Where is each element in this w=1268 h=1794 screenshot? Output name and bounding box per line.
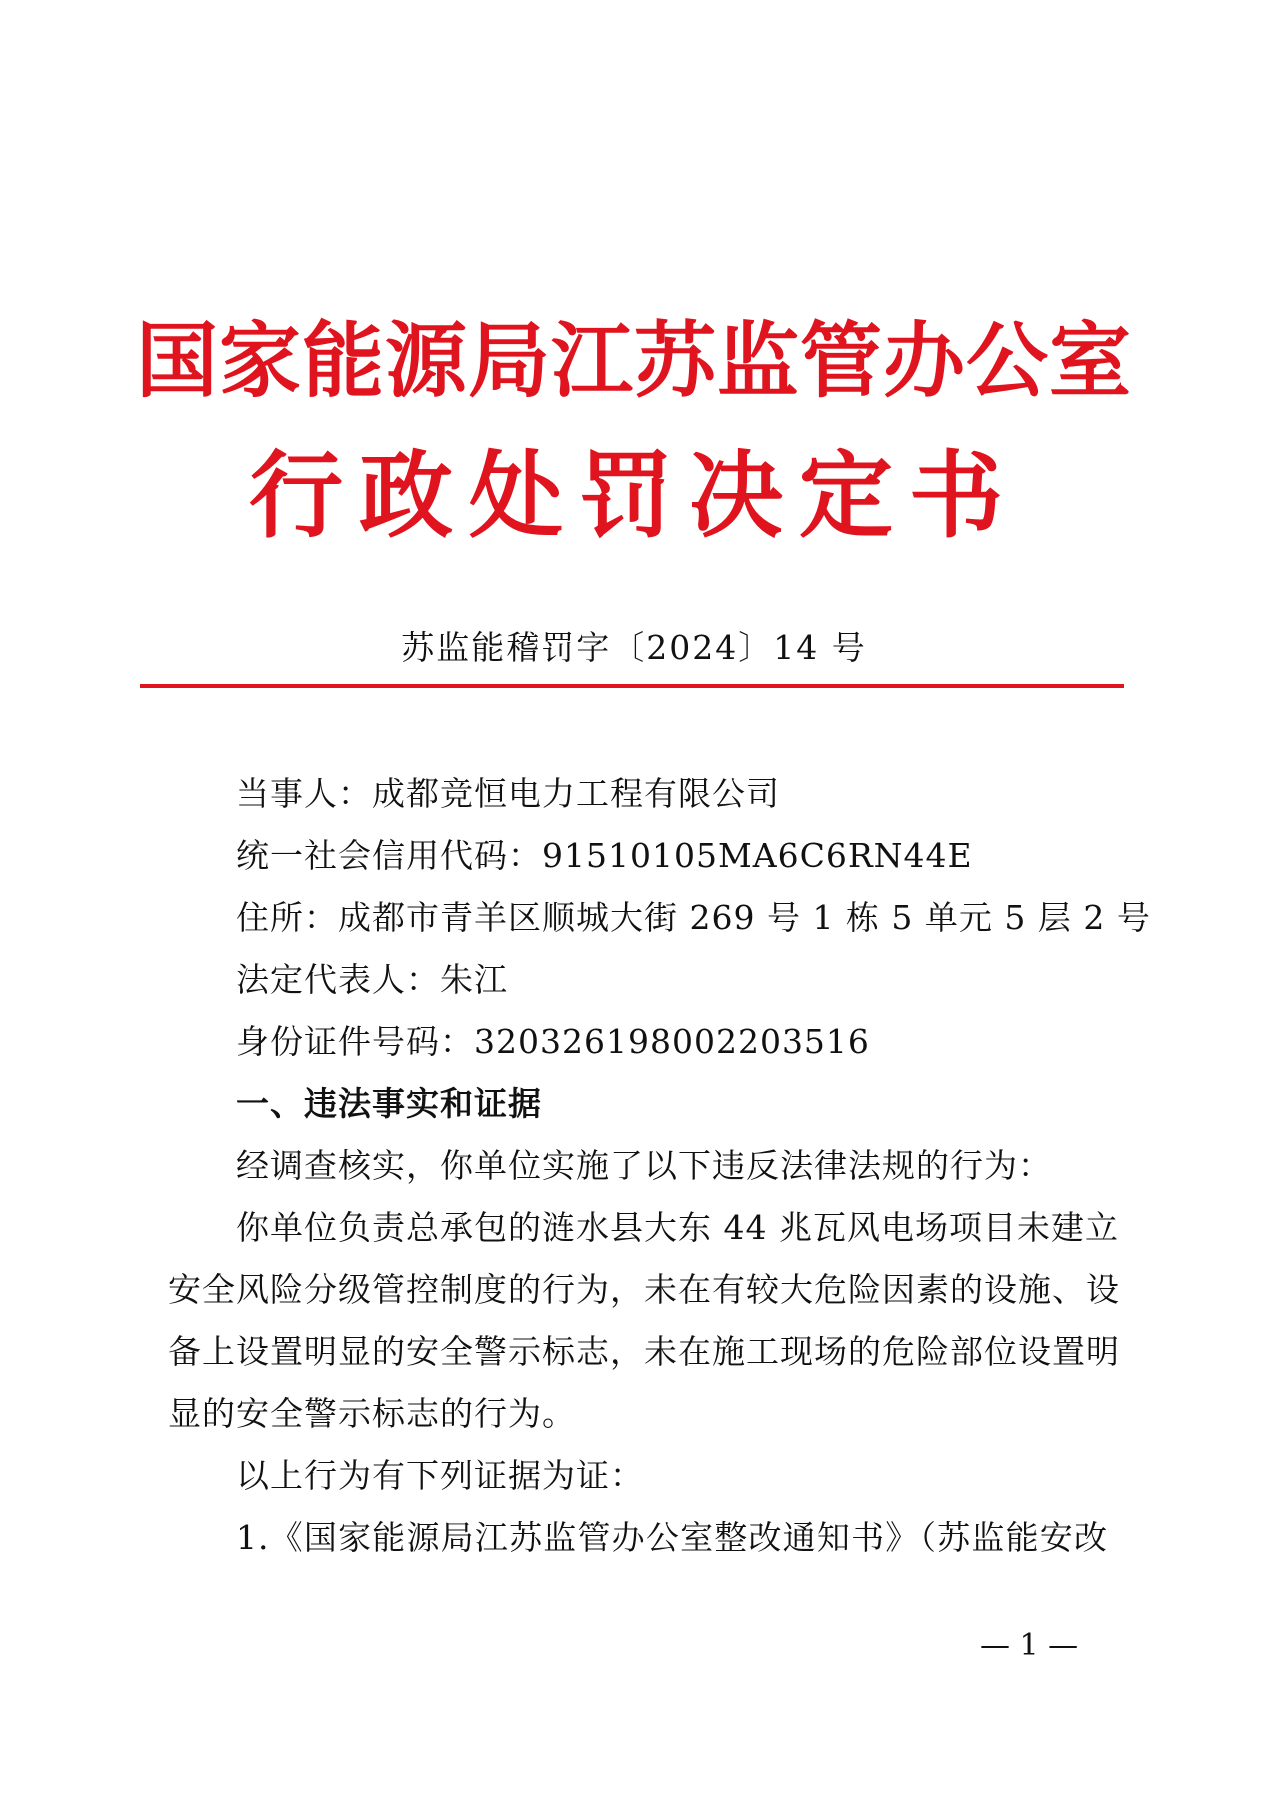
violation-paragraph-line: 安全风险分级管控制度的行为，未在有较大危险因素的设施、设 bbox=[168, 1270, 1120, 1309]
document-number: 苏监能稽罚字〔2024〕14 号 bbox=[401, 628, 867, 667]
party-address: 住所：成都市青羊区顺城大街 269 号 1 栋 5 单元 5 层 2 号 bbox=[236, 898, 1151, 937]
evidence-intro: 以上行为有下列证据为证： bbox=[236, 1456, 644, 1495]
red-separator-line bbox=[140, 684, 1124, 688]
issuer-title: 国家能源局江苏监管办公室 bbox=[135, 313, 1132, 409]
party-legal-representative: 法定代表人：朱江 bbox=[236, 960, 508, 999]
violation-paragraph-line: 备上设置明显的安全警示标志，未在施工现场的危险部位设置明 bbox=[168, 1332, 1120, 1371]
party-credit-code: 统一社会信用代码：91510105MA6C6RN44E bbox=[236, 836, 973, 875]
evidence-item: 1.《国家能源局江苏监管办公室整改通知书》（苏监能安改 bbox=[236, 1518, 1108, 1557]
violation-paragraph-line: 显的安全警示标志的行为。 bbox=[168, 1394, 576, 1433]
document-type-title: 行政处罚决定书 bbox=[248, 441, 1019, 551]
section-heading: 一、违法事实和证据 bbox=[236, 1084, 542, 1123]
party-id-number: 身份证件号码：320326198002203516 bbox=[236, 1022, 870, 1061]
page-number: — 1 — bbox=[980, 1628, 1079, 1663]
violation-paragraph-line: 你单位负责总承包的涟水县大东 44 兆瓦风电场项目未建立 bbox=[236, 1208, 1119, 1247]
party-name: 当事人：成都竞恒电力工程有限公司 bbox=[236, 774, 780, 813]
section-intro: 经调查核实，你单位实施了以下违反法律法规的行为： bbox=[236, 1146, 1052, 1185]
